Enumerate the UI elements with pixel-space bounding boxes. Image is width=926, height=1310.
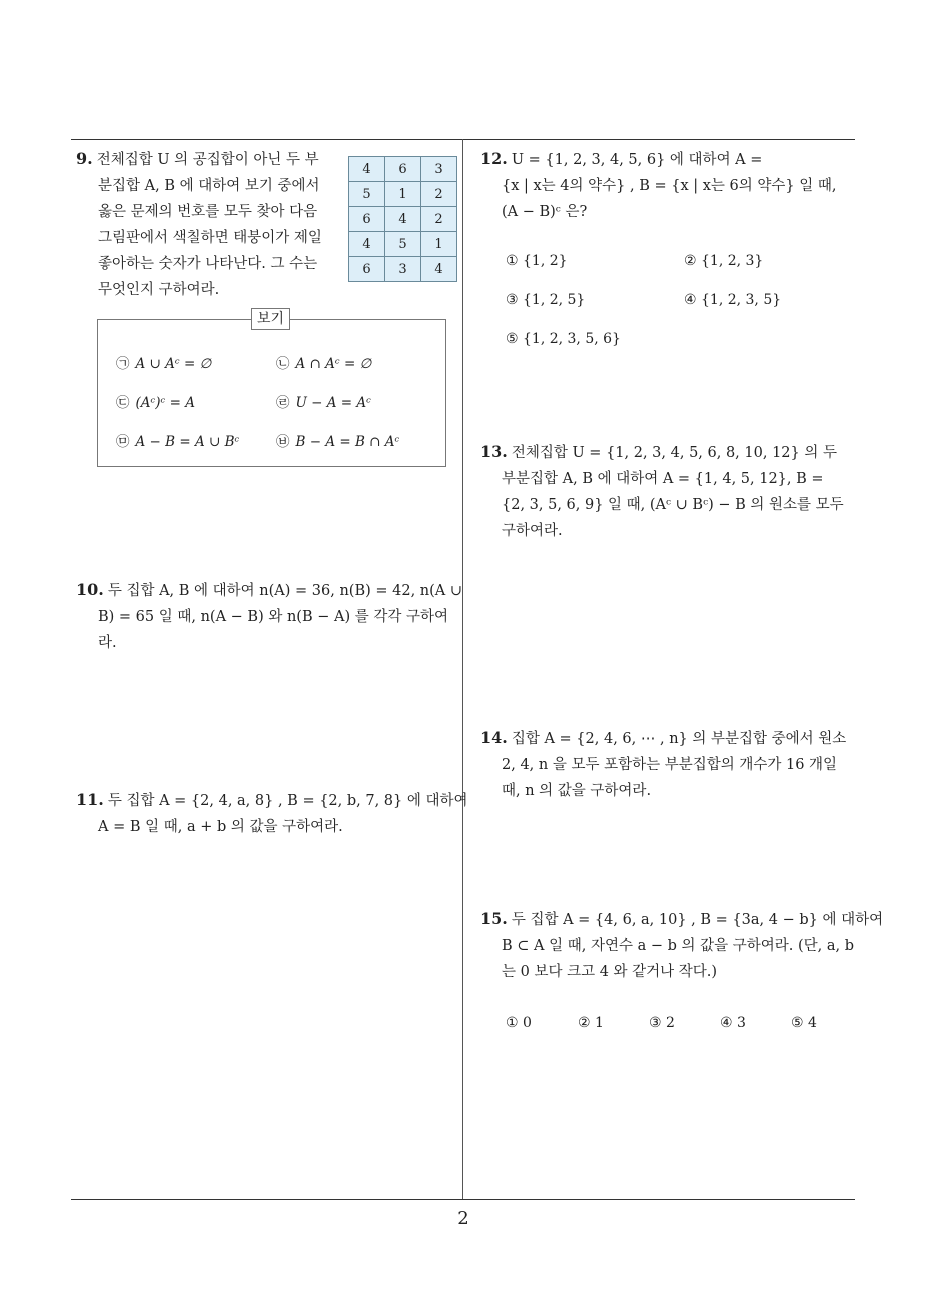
- choice-1[interactable]: ① 0: [506, 1015, 532, 1031]
- question-line: 무엇인지 구하여라.: [98, 282, 220, 298]
- question-14: [480, 725, 858, 804]
- choice-1[interactable]: ① {1, 2}: [506, 253, 568, 269]
- choice-2[interactable]: ② {1, 2, 3}: [684, 253, 764, 269]
- question-12: [480, 146, 858, 225]
- grid-cell[interactable]: 6: [349, 207, 385, 232]
- grid-cell[interactable]: 1: [421, 232, 457, 257]
- choice-4[interactable]: ④ 3: [720, 1015, 746, 1031]
- question-number: 11.: [76, 790, 104, 809]
- question-line: 때, n 의 값을 구하여라.: [502, 783, 652, 799]
- question-9: [76, 146, 336, 303]
- number-grid: [348, 156, 457, 282]
- question-line: B) = 65 일 때, n(A − B) 와 n(B − A) 를 각각 구하여: [98, 609, 448, 625]
- question-line: 부분집합 A, B 에 대하여 A = {1, 4, 5, 12}, B =: [502, 471, 824, 487]
- question-line: 10. 두 집합 A, B 에 대하여 n(A) = 36, n(B) = 42, n(A ∪: [76, 580, 463, 599]
- bogi-box: [97, 311, 446, 467]
- grid-cell[interactable]: 1: [385, 182, 421, 207]
- bogi-item: ㉣ U − A = Aᶜ: [276, 395, 371, 411]
- bogi-item: ㉢ (Aᶜ)ᶜ = A: [116, 395, 195, 411]
- question-line: 13. 전체집합 U = {1, 2, 3, 4, 5, 6, 8, 10, 12} 의 두: [480, 442, 837, 461]
- question-line: A = B 일 때, a + b 의 값을 구하여라.: [98, 819, 343, 835]
- grid-cell[interactable]: 3: [385, 257, 421, 282]
- bogi-item: ㉤ A − B = A ∪ Bᶜ: [116, 434, 240, 450]
- question-line: 구하여라.: [502, 523, 563, 539]
- question-line: 15. 두 집합 A = {4, 6, a, 10} , B = {3a, 4 − b} 에 대하여: [480, 909, 884, 928]
- question-line: 분집합 A, B 에 대하여 보기 중에서: [98, 178, 320, 194]
- question-number: 13.: [480, 442, 508, 461]
- question-number: 12.: [480, 149, 508, 168]
- question-line: 2, 4, n 을 모두 포함하는 부분집합의 개수가 16 개일: [502, 757, 838, 773]
- grid-cell[interactable]: 4: [349, 232, 385, 257]
- question-line: {x | x는 4의 약수} , B = {x | x는 6의 약수} 일 때,: [502, 178, 837, 194]
- grid-cell[interactable]: 4: [385, 207, 421, 232]
- question-number: 10.: [76, 580, 104, 599]
- question-line: {2, 3, 5, 6, 9} 일 때, (Aᶜ ∪ Bᶜ) − B 의 원소를 모두: [502, 497, 844, 513]
- bogi-item: ㉡ A ∩ Aᶜ = ∅: [276, 356, 372, 372]
- page-number: 2: [457, 1208, 469, 1229]
- bogi-item: ㉥ B − A = B ∩ Aᶜ: [276, 434, 400, 450]
- column-separator: [462, 139, 463, 1200]
- question-11: [76, 787, 468, 840]
- question-line: 9. 전체집합 U 의 공집합이 아닌 두 부: [76, 149, 319, 168]
- question-line: 옳은 문제의 번호를 모두 찾아 다음: [98, 204, 318, 220]
- grid-cell[interactable]: 6: [385, 157, 421, 182]
- bogi-title: 보기: [251, 308, 290, 330]
- question-number: 15.: [480, 909, 508, 928]
- bogi-item: ㉠ A ∪ Aᶜ = ∅: [116, 356, 212, 372]
- question-number: 9.: [76, 149, 93, 168]
- top-rule: [71, 139, 855, 140]
- choice-3[interactable]: ③ {1, 2, 5}: [506, 292, 586, 308]
- grid-cell[interactable]: 2: [421, 182, 457, 207]
- question-13: [480, 439, 858, 544]
- question-line: 11. 두 집합 A = {2, 4, a, 8} , B = {2, b, 7, 8} 에 대하여: [76, 790, 468, 809]
- question-line: 그림판에서 색칠하면 태붕이가 제일: [98, 230, 322, 246]
- grid-cell[interactable]: 3: [421, 157, 457, 182]
- grid-cell[interactable]: 6: [349, 257, 385, 282]
- question-line: B ⊂ A 일 때, 자연수 a − b 의 값을 구하여라. (단, a, b: [502, 938, 854, 954]
- question-number: 14.: [480, 728, 508, 747]
- choice-5[interactable]: ⑤ {1, 2, 3, 5, 6}: [506, 331, 621, 347]
- question-line: (A − B)ᶜ 은?: [502, 204, 588, 220]
- grid-cell[interactable]: 2: [421, 207, 457, 232]
- choice-3[interactable]: ③ 2: [649, 1015, 675, 1031]
- question-line: 라.: [98, 635, 117, 651]
- grid-cell[interactable]: 5: [385, 232, 421, 257]
- question-10: [76, 577, 463, 656]
- choice-2[interactable]: ② 1: [578, 1015, 604, 1031]
- question-line: 12. U = {1, 2, 3, 4, 5, 6} 에 대하여 A =: [480, 149, 763, 168]
- choice-4[interactable]: ④ {1, 2, 3, 5}: [684, 292, 782, 308]
- question-line: 좋아하는 숫자가 나타난다. 그 수는: [98, 256, 318, 272]
- grid-cell[interactable]: 5: [349, 182, 385, 207]
- bottom-rule: [71, 1199, 855, 1200]
- choice-5[interactable]: ⑤ 4: [791, 1015, 817, 1031]
- grid-cell[interactable]: 4: [421, 257, 457, 282]
- grid-cell[interactable]: 4: [349, 157, 385, 182]
- question-line: 는 0 보다 크고 4 와 같거나 작다.): [502, 964, 718, 980]
- question-15: [480, 906, 884, 985]
- question-line: 14. 집합 A = {2, 4, 6, ⋯ , n} 의 부분집합 중에서 원소: [480, 728, 847, 747]
